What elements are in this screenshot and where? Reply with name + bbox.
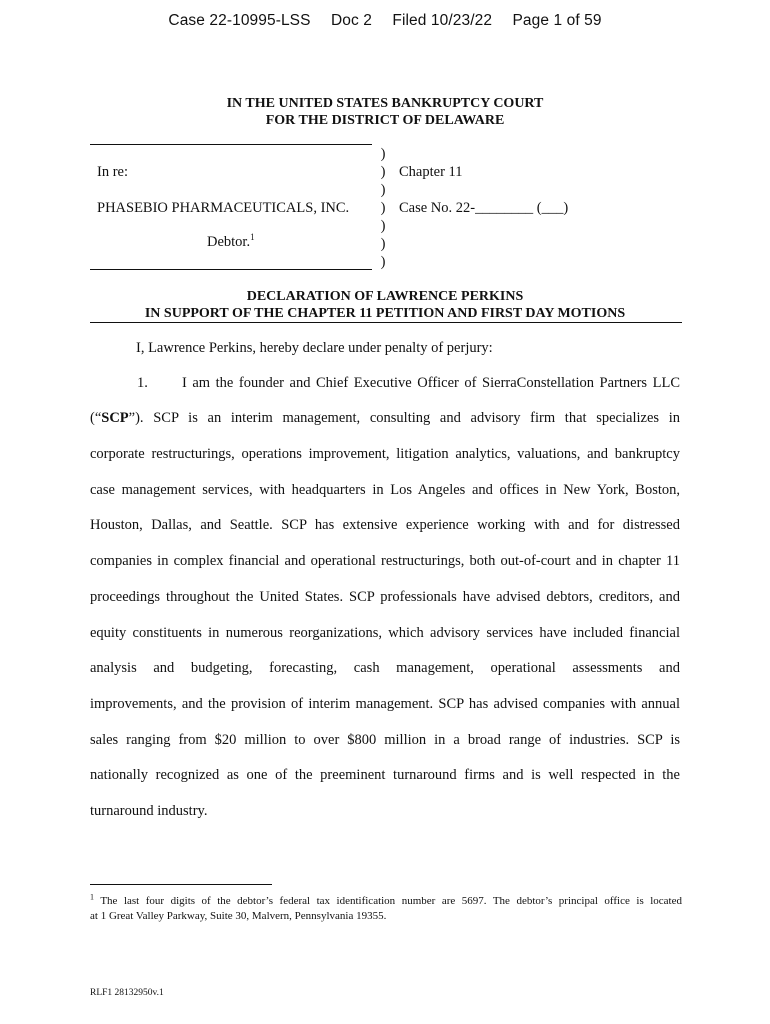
doc-number-stamp: Doc 2	[330, 12, 372, 29]
caption-paren: )	[380, 164, 386, 180]
paragraph-line: case management services, with headquarters in Los Angeles and offices in New York, Boston,	[90, 482, 680, 498]
page-count-stamp: Page 1 of 59	[512, 12, 602, 29]
case-number-stamp: Case 22-10995-LSS	[168, 12, 311, 29]
court-district: FOR THE DISTRICT OF DELAWARE	[265, 113, 505, 128]
defined-term-scp: SCP	[101, 410, 129, 426]
footnote	[90, 894, 682, 924]
paragraph-line: Houston, Dallas, and Seattle. SCP has extensive experience working with and for distressed	[90, 517, 680, 533]
declaration-title-line2: IN SUPPORT OF THE CHAPTER 11 PETITION AND FIRST DAY MOTIONS	[144, 306, 626, 321]
paragraph-line: (“SCP”). SCP is an interim management, consulting and advisory firm that specializes in	[90, 410, 680, 426]
paragraph-line: nationally recognized as one of the preeminent turnaround firms and is well respected in the	[90, 767, 680, 783]
footnote-line1: $^1$ The last four digits of the debtor’s federal tax identification number are 5697. The debtor’s principal office is located	[90, 892, 682, 907]
caption-bottom-rule	[90, 269, 372, 270]
footnote-rule	[90, 884, 272, 885]
footnote-line2: at 1 Great Valley Parkway, Suite 30, Malvern, Pennsylvania 19355.	[90, 910, 387, 922]
caption-paren: )	[380, 146, 386, 162]
paragraph-line: I am the founder and Chief Executive Officer of SierraConstellation Partners LLC	[182, 375, 680, 391]
paragraph-line: equity constituents in numerous reorganizations, which advisory services have included financial	[90, 625, 680, 641]
case-number-field: Case No. 22-________ (___)	[399, 200, 569, 216]
paragraph-line: companies in complex financial and operational restructurings, both out-of-court and in chapter 11	[90, 553, 680, 569]
paragraph-line: sales ranging from $20 million to over $800 million in a broad range of industries. SCP is	[90, 732, 680, 748]
paragraph-line: proceedings throughout the United States. SCP professionals have advised debtors, creditors, and	[90, 589, 680, 605]
paragraph-number: 1.	[137, 375, 148, 391]
footnote-mark: 1	[90, 892, 94, 902]
paragraph-line: analysis and budgeting, forecasting, cash management, operational assessments and	[90, 660, 680, 676]
caption-paren: )	[380, 236, 386, 252]
caption-top-rule	[90, 144, 372, 145]
caption-paren: )	[380, 182, 386, 198]
court-heading	[0, 95, 770, 129]
court-name: IN THE UNITED STATES BANKRUPTCY COURT	[226, 96, 544, 111]
title-rule	[90, 322, 682, 323]
caption-paren: )	[380, 218, 386, 234]
paragraph-line: corporate restructurings, operations improvement, litigation analytics, valuations, and bankruptcy	[90, 446, 680, 462]
declaration-title	[0, 288, 770, 322]
footnote-reference: 1	[250, 232, 255, 243]
ecf-header	[0, 12, 770, 30]
in-re-label: In re:	[97, 164, 128, 180]
paragraph-last-line: turnaround industry.	[90, 803, 208, 819]
debtor-label: Debtor.$^1$	[207, 232, 255, 250]
paragraph-line: improvements, and the provision of interim management. SCP has advised companies with annual	[90, 696, 680, 712]
document-id: RLF1 28132950v.1	[90, 988, 164, 998]
filed-date-stamp: Filed 10/23/22	[392, 12, 493, 29]
caption-paren: )	[380, 200, 386, 216]
caption-paren: )	[380, 254, 386, 270]
chapter-label: Chapter 11	[399, 164, 463, 180]
declaration-title-line1: DECLARATION OF LAWRENCE PERKINS	[246, 289, 524, 304]
intro-sentence: I, Lawrence Perkins, hereby declare under penalty of perjury:	[136, 340, 493, 356]
debtor-name: PHASEBIO PHARMACEUTICALS, INC.	[97, 200, 350, 216]
